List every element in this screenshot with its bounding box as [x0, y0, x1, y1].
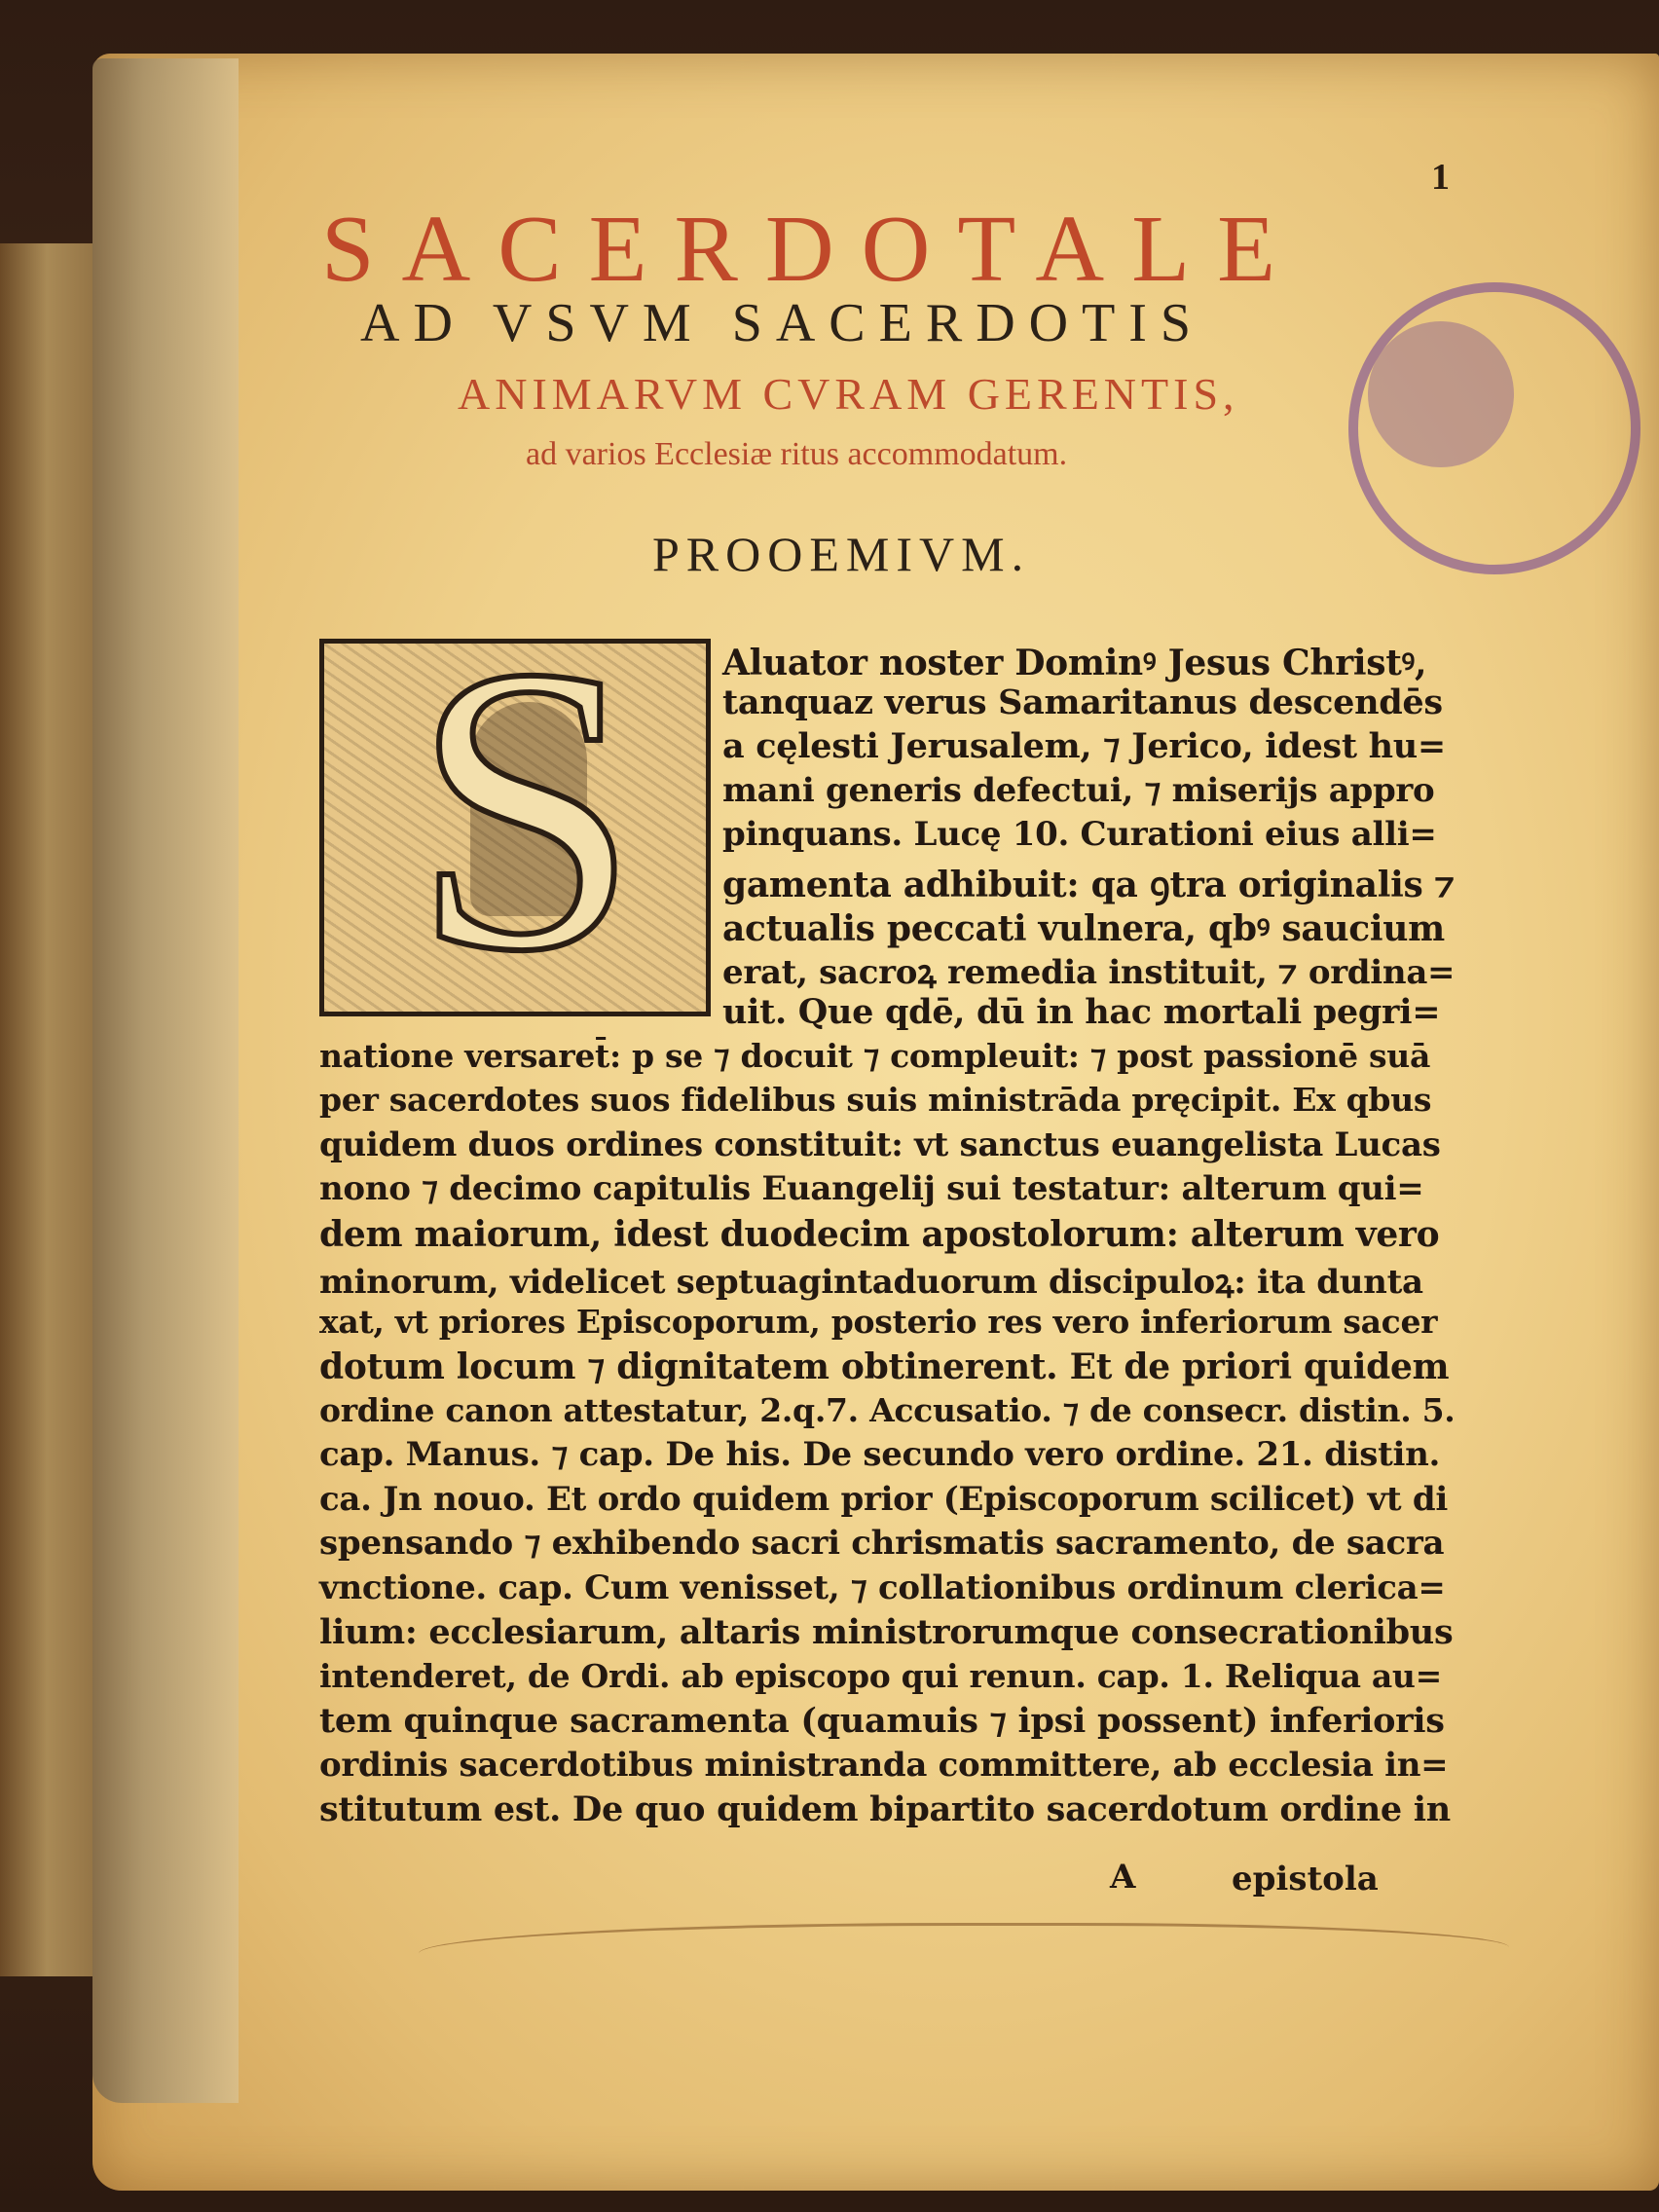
signature-mark: A [1110, 1858, 1136, 1897]
subtitle-line-1: AD VSVM SACERDOTIS [360, 293, 1205, 353]
body-line: nono ⁊ decimo capitulis Euangelij sui testatur: alterum qui= [319, 1169, 1424, 1208]
folio-number: 1 [1431, 157, 1450, 198]
body-line: minorum, videlicet septuagintaduorum discipuloꝝ: ita dunta [319, 1263, 1423, 1302]
body-line: uit. Que qdē, dū in hac mortali pegri= [722, 992, 1441, 1032]
subtitle-line-2: ANIMARVM CVRAM GERENTIS, [458, 369, 1239, 419]
body-line: stitutum est. De quo quidem bipartito sacerdotum ordine in [319, 1789, 1451, 1829]
body-line: intenderet, de Ordi. ab episcopo qui renun. cap. 1. Reliqua au= [319, 1656, 1442, 1695]
body-line: xat, vt priores Episcoporum, posterio res vero inferiorum sacer [319, 1302, 1438, 1341]
body-line: Aluator noster Dominꝰ Jesus Christꝰ, [722, 643, 1427, 683]
body-line: erat, sacroꝝ remedia instituit, ⁊ ordina= [722, 952, 1456, 992]
binding-spine [92, 58, 239, 2103]
page-title: SACERDOTALE [321, 197, 1303, 302]
body-line: natione versaret̄: p se ⁊ docuit ⁊ compleuit: ⁊ post passionē suā [319, 1036, 1431, 1075]
body-line: tanquaz verus Samaritanus descendēs [722, 682, 1443, 722]
page-tear [419, 1923, 1509, 1984]
body-line: quidem duos ordines constituit: vt sanctus euangelista Lucas [319, 1124, 1441, 1164]
body-line: cap. Manus. ⁊ cap. De his. De secundo vero ordine. 21. distin. [319, 1435, 1441, 1474]
body-line: vnctione. cap. Cum venisset, ⁊ collationibus ordinum clerica= [319, 1567, 1446, 1607]
body-line: spensando ⁊ exhibendo sacri chrismatis sacramento, de sacra [319, 1524, 1445, 1563]
initial-letter: S [412, 639, 640, 1016]
body-line: per sacerdotes suos fidelibus suis ministrāda pręcipit. Ex qbus [319, 1081, 1432, 1119]
body-line: ca. Jn nouo. Et ordo quidem prior (Episcoporum scilicet) vt di [319, 1479, 1448, 1519]
body-line: ordinis sacerdotibus ministranda committere, ab ecclesia in= [319, 1745, 1449, 1785]
subtitle-line-3: ad varios Ecclesiæ ritus accommodatum. [526, 436, 1068, 472]
body-line: pinquans. Lucę 10. Curationi eius alli= [722, 815, 1437, 854]
body-line: lium: ecclesiarum, altaris ministrorumque consecrationibus [319, 1612, 1454, 1652]
body-line: mani generis defectui, ⁊ miserijs appro [722, 770, 1435, 810]
section-heading: PROOEMIVM. [652, 527, 1031, 581]
body-line: actualis peccati vulnera, qbꝰ saucium [722, 908, 1445, 949]
body-line: dotum locum ⁊ dignitatem obtinerent. Et de priori quidem [319, 1346, 1450, 1387]
body-line: dem maiorum, idest duodecim apostolorum: alterum vero [319, 1213, 1440, 1255]
body-line: tem quinque sacramenta (quamuis ⁊ ipsi possent) inferioris [319, 1701, 1445, 1741]
body-line: ordine canon attestatur, 2.q.7. Accusatio. ⁊ de consecr. distin. 5. [319, 1390, 1456, 1429]
catchword: epistola [1232, 1860, 1379, 1899]
body-line: a cęlesti Jerusalem, ⁊ Jerico, idest hu= [722, 726, 1446, 766]
body-line: gamenta adhibuit: qa ꝯtra originalis ⁊ [722, 864, 1455, 905]
decorated-initial [319, 639, 711, 1016]
